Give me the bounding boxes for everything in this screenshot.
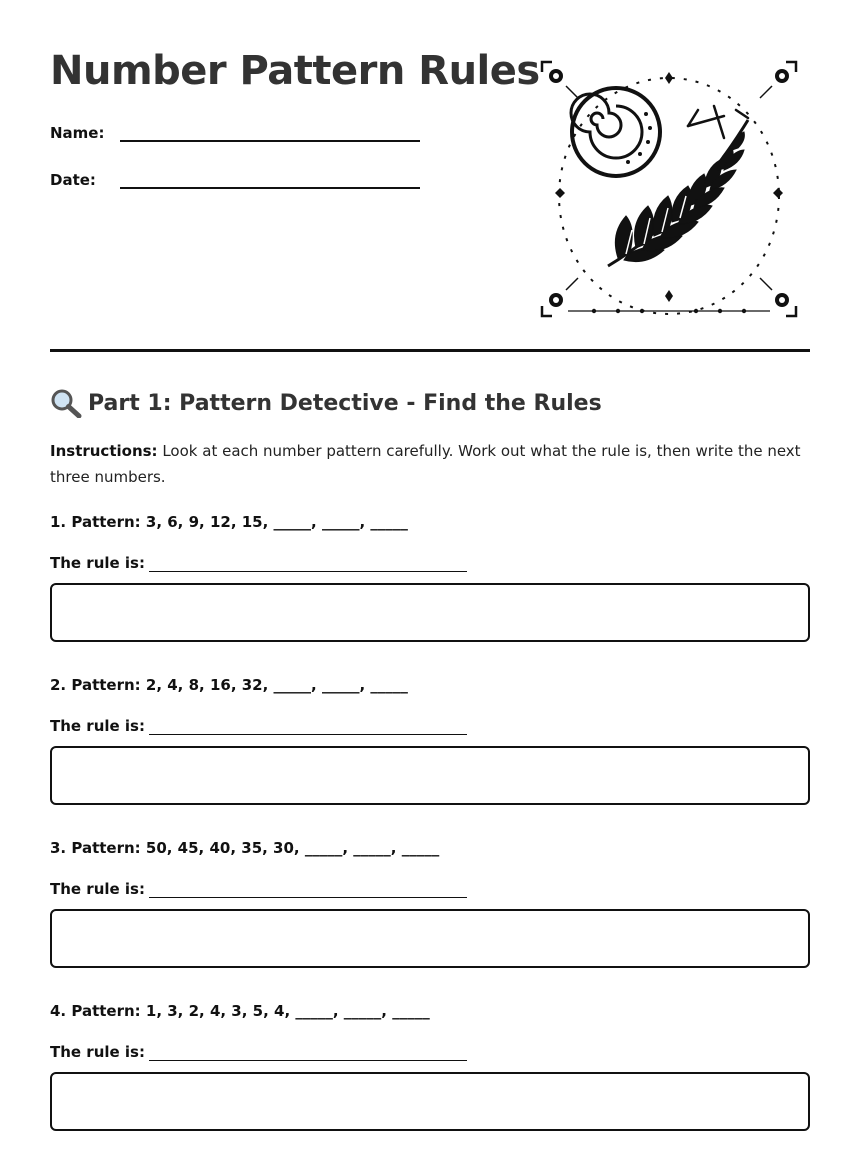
date-label: Date: — [50, 171, 96, 189]
header-divider — [50, 349, 810, 352]
working-box[interactable] — [50, 746, 810, 805]
name-field — [50, 122, 420, 142]
working-box[interactable] — [50, 1072, 810, 1131]
part1-heading-text: Part 1: Pattern Detective - Find the Rules — [88, 390, 602, 416]
instructions — [50, 438, 810, 490]
rule-line-row — [50, 717, 467, 735]
fern-koru-illustration — [538, 58, 800, 320]
part1-heading — [50, 388, 602, 418]
name-label: Name: — [50, 124, 105, 142]
rule-label: The rule is: — [50, 717, 145, 735]
working-box[interactable] — [50, 909, 810, 968]
date-line[interactable] — [120, 169, 420, 189]
rule-answer-line[interactable] — [149, 881, 467, 898]
question-pattern: 3. Pattern: 50, 45, 40, 35, 30, _____, _____, _____ — [50, 839, 440, 857]
working-box[interactable] — [50, 583, 810, 642]
question-pattern: 1. Pattern: 3, 6, 9, 12, 15, _____, _____, _____ — [50, 513, 408, 531]
rule-line-row — [50, 1043, 467, 1061]
question-4 — [50, 1002, 810, 1061]
question-1 — [50, 513, 810, 572]
rule-label: The rule is: — [50, 880, 145, 898]
rule-answer-line[interactable] — [149, 1044, 467, 1061]
rule-answer-line[interactable] — [149, 555, 467, 572]
instructions-label: Instructions: — [50, 442, 158, 460]
question-pattern: 4. Pattern: 1, 3, 2, 4, 3, 5, 4, _____, _____, _____ — [50, 1002, 430, 1020]
magnifying-glass-icon — [50, 388, 82, 418]
question-2 — [50, 676, 810, 735]
rule-label: The rule is: — [50, 554, 145, 572]
rule-label: The rule is: — [50, 1043, 145, 1061]
rule-line-row — [50, 880, 467, 898]
instructions-text: Look at each number pattern carefully. Work out what the rule is, then write the next three numbers. — [50, 442, 801, 486]
name-line[interactable] — [120, 122, 420, 142]
date-field — [50, 169, 420, 189]
question-pattern: 2. Pattern: 2, 4, 8, 16, 32, _____, _____, _____ — [50, 676, 408, 694]
page-title: Number Pattern Rules — [50, 48, 540, 94]
rule-line-row — [50, 554, 467, 572]
rule-answer-line[interactable] — [149, 718, 467, 735]
question-3 — [50, 839, 810, 898]
